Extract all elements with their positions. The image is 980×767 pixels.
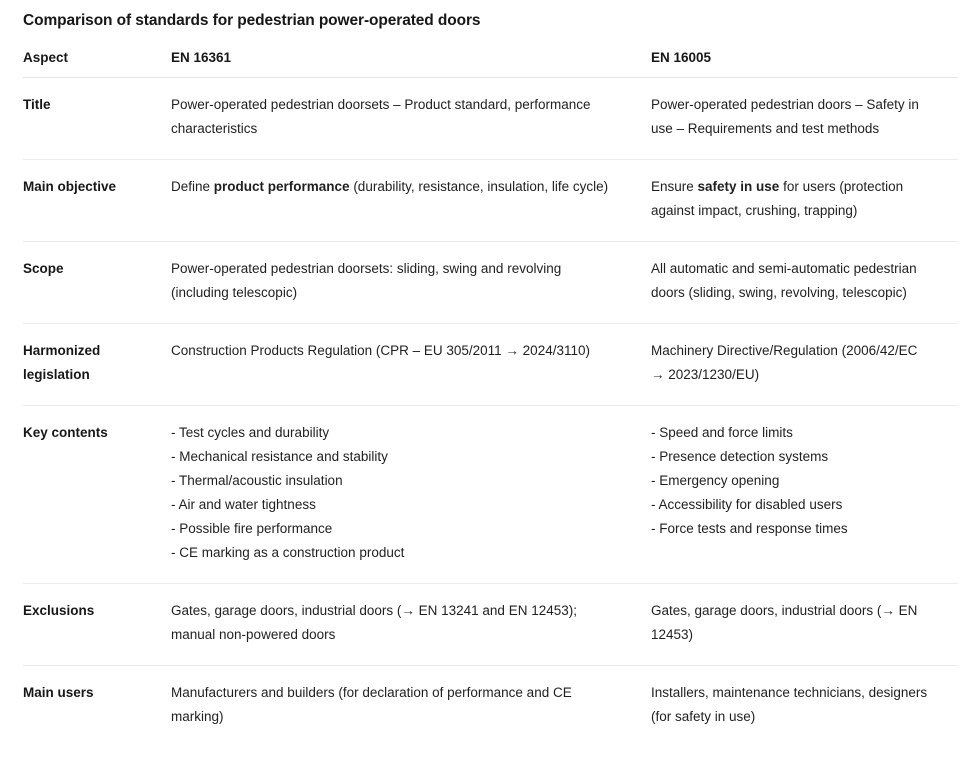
cell-line: Machinery Directive/Regulation (2006/42/EC → 2023/1230/EU) [651, 343, 918, 382]
cell-line: Define product performance (durability, resistance, insulation, life cycle) [171, 179, 609, 194]
table-body [23, 78, 958, 748]
cell-line: - Thermal/acoustic insulation [171, 473, 343, 488]
aspect-cell: Exclusions [23, 584, 171, 666]
en16005-cell [651, 324, 958, 406]
cell-line: - CE marking as a construction product [171, 545, 405, 560]
aspect-cell: Harmonized legislation [23, 324, 171, 406]
cell-line: Power-operated pedestrian doorsets – Product standard, performance characteristics [171, 97, 591, 136]
cell-line: - Air and water tightness [171, 497, 316, 512]
en16361-cell [171, 406, 651, 584]
aspect-cell: Main users [23, 666, 171, 748]
en16005-cell [651, 160, 958, 242]
table-row [23, 242, 958, 324]
aspect-cell: Key contents [23, 406, 171, 584]
cell-line: - Accessibility for disabled users [651, 497, 843, 512]
comparison-table [23, 44, 958, 747]
cell-line: Manufacturers and builders (for declaration of performance and CE marking) [171, 685, 572, 724]
cell-line: - Mechanical resistance and stability [171, 449, 388, 464]
table-row [23, 78, 958, 160]
en16005-cell [651, 666, 958, 748]
header-aspect: Aspect [23, 44, 171, 78]
cell-line: Installers, maintenance technicians, designers (for safety in use) [651, 685, 928, 724]
cell-line: Power-operated pedestrian doors – Safety in use – Requirements and test methods [651, 97, 919, 136]
cell-line: All automatic and semi-automatic pedestrian doors (sliding, swing, revolving, telescopic) [651, 261, 917, 300]
page-title: Comparison of standards for pedestrian power-operated doors [23, 12, 481, 29]
cell-line: Gates, garage doors, industrial doors (→ EN 12453) [651, 603, 918, 642]
en16005-cell [651, 78, 958, 160]
header-row [23, 44, 958, 78]
cell-line: - Possible fire performance [171, 521, 333, 536]
aspect-cell: Scope [23, 242, 171, 324]
en16361-cell [171, 666, 651, 748]
en16005-cell [651, 406, 958, 584]
table-row [23, 584, 958, 666]
table-row [23, 406, 958, 584]
table-row [23, 324, 958, 406]
aspect-cell: Title [23, 97, 51, 112]
table-row [23, 666, 958, 748]
en16361-cell [171, 78, 651, 160]
en16005-cell [651, 584, 958, 666]
en16005-cell [651, 242, 958, 324]
en16361-cell [171, 160, 651, 242]
en16361-cell [171, 584, 651, 666]
aspect-cell: Main objective [23, 160, 171, 242]
cell-line: - Speed and force limits [651, 425, 793, 440]
header-en16361: EN 16361 [171, 44, 651, 78]
cell-line: Gates, garage doors, industrial doors (→ EN 13241 and EN 12453); manual non-powered doors [171, 603, 577, 642]
cell-line: Power-operated pedestrian doorsets: sliding, swing and revolving (including telescopic) [171, 261, 562, 300]
table-row [23, 160, 958, 242]
cell-line: - Force tests and response times [651, 521, 848, 536]
cell-line: Construction Products Regulation (CPR – EU 305/2011 → 2024/3110) [171, 343, 590, 358]
cell-line: - Presence detection systems [651, 449, 829, 464]
en16361-cell [171, 242, 651, 324]
cell-line: - Test cycles and durability [171, 425, 330, 440]
header-en16005: EN 16005 [651, 44, 958, 78]
en16361-cell [171, 324, 651, 406]
cell-line: Ensure safety in use for users (protection against impact, crushing, trapping) [651, 179, 904, 218]
table-header [23, 44, 958, 78]
cell-line: - Emergency opening [651, 473, 780, 488]
